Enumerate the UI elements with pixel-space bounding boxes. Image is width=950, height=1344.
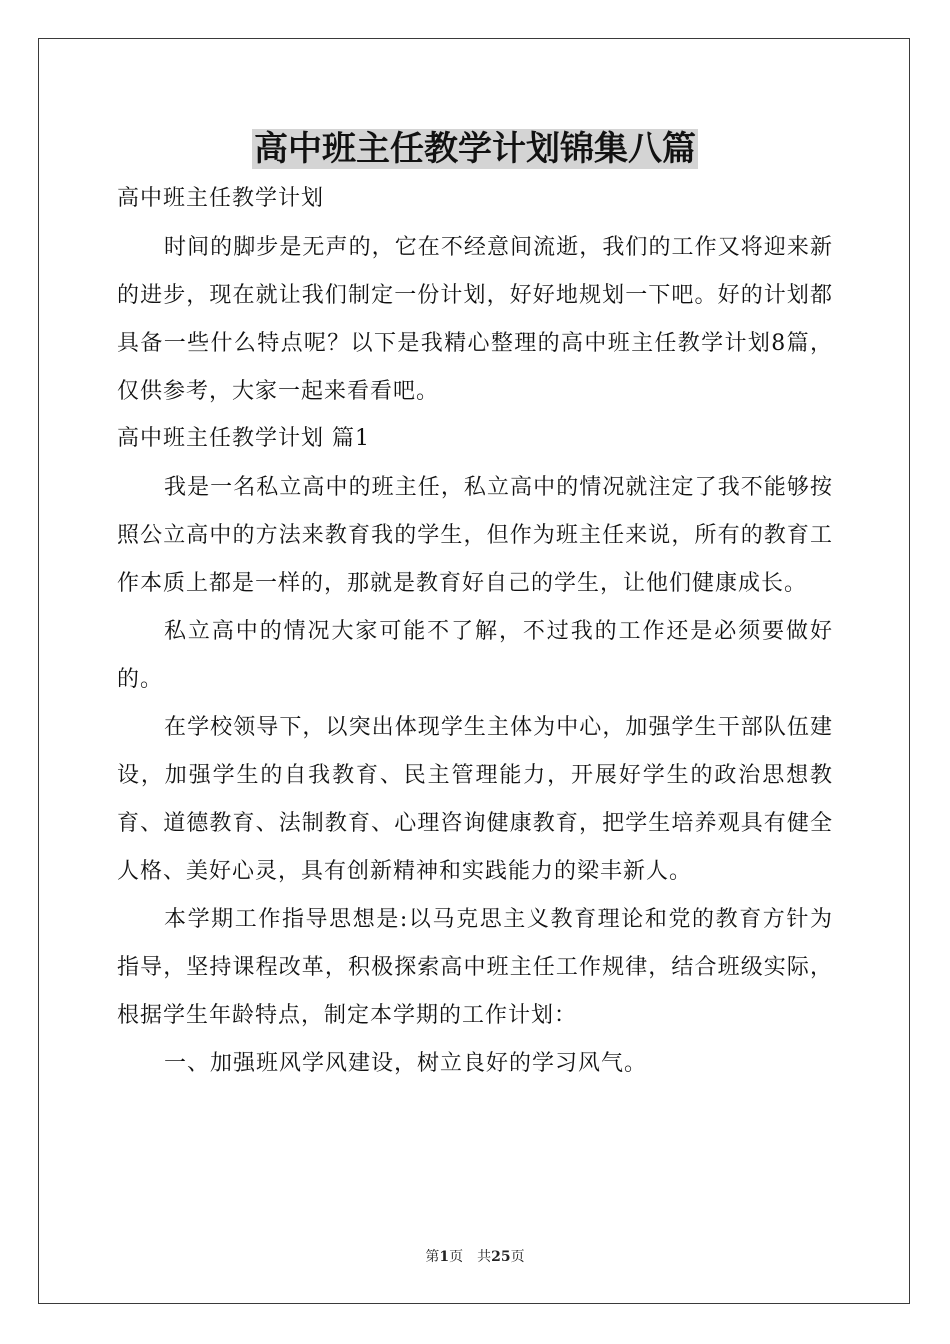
- total-suffix: 页: [510, 1249, 525, 1265]
- section-heading: 高中班主任教学计划 篇1: [117, 426, 370, 451]
- document-body: [117, 176, 833, 1088]
- body-paragraph: 本学期工作指导思想是:以马克思主义教育理论和党的教育方针为指导，坚持课程改革，积极探索高中班主任工作规律，结合班级实际，根据学生年龄特点，制定本学期的工作计划：: [117, 907, 833, 1028]
- intro-paragraph: 时间的脚步是无声的，它在不经意间流逝，我们的工作又将迎来新的进步，现在就让我们制定一份计划，好好地规划一下吧。好的计划都具备一些什么特点呢？以下是我精心整理的高中班主任教学计划8篇，仅供参考，大家一起来看看吧。: [117, 235, 833, 404]
- page-prefix: 第: [425, 1249, 440, 1265]
- total-prefix: 共: [477, 1249, 492, 1265]
- body-paragraph: 私立高中的情况大家可能不了解，不过我的工作还是必须要做好的。: [117, 619, 833, 692]
- page-suffix: 页: [449, 1249, 464, 1265]
- body-paragraph: 在学校领导下，以突出体现学生主体为中心，加强学生干部队伍建设，加强学生的自我教育、民主管理能力，开展好学生的政治思想教育、道德教育、法制教育、心理咨询健康教育，把学生培养观具有健全人格、美好心灵，具有创新精神和实践能力的梁丰新人。: [117, 715, 833, 884]
- document-title: [0, 124, 950, 174]
- document-subtitle: 高中班主任教学计划: [117, 186, 325, 211]
- page-footer: [0, 1247, 950, 1267]
- total-pages: 25: [491, 1249, 511, 1265]
- body-paragraph: 一、加强班风学风建设，树立良好的学习风气。: [164, 1051, 648, 1076]
- page-number: 1: [439, 1249, 450, 1265]
- document-title-text: 高中班主任教学计划锦集八篇: [254, 129, 696, 169]
- body-paragraph: 我是一名私立高中的班主任，私立高中的情况就注定了我不能够按照公立高中的方法来教育我的学生，但作为班主任来说，所有的教育工作本质上都是一样的，那就是教育好自己的学生，让他们健康成长。: [117, 475, 833, 596]
